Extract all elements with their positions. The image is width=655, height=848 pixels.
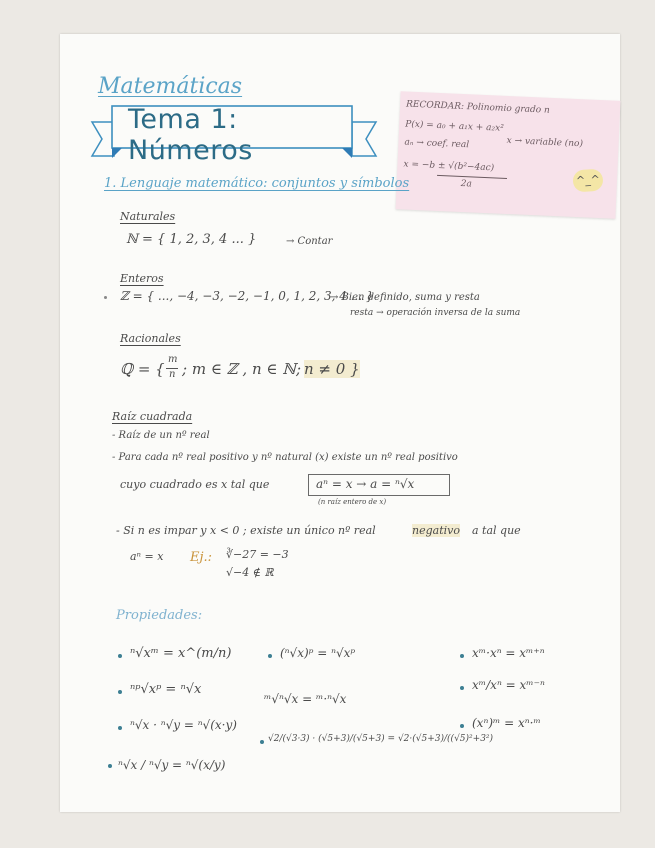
property-3: ⁿ√x · ⁿ√y = ⁿ√(x·y): [130, 718, 237, 732]
boxed-formula: aⁿ = x → a = ⁿ√x: [316, 477, 415, 491]
note-line2: aₙ → coef. real: [404, 137, 470, 151]
note-line2b: x → variable (no): [506, 135, 584, 150]
property-4: ⁿ√x / ⁿ√y = ⁿ√(x/y): [118, 758, 226, 772]
negativo-highlight: negativo: [412, 524, 460, 537]
sticky-note: [396, 91, 621, 218]
note-fraction-line: [437, 175, 507, 179]
subject-heading: Matemáticas: [98, 74, 243, 99]
racionales-frac-den: n: [169, 369, 176, 380]
raiz-line2: - Para cada nº real positivo y nº natural (x) existe un nº real positivo: [112, 452, 458, 463]
bullet: [260, 740, 264, 744]
boxed-formula-note: (n raíz entero de x): [318, 498, 387, 506]
section-title: 1. Lenguaje matemático: conjuntos y símbolos: [104, 176, 410, 191]
racionales-set-mid: ; m ∈ ℤ , n ∈ ℕ;: [182, 360, 302, 378]
property-10: (xⁿ)ᵐ = xⁿ·ᵐ: [472, 716, 541, 730]
example2: √−4 ∉ ℝ: [226, 566, 274, 579]
smiley-sticker: ^_^: [572, 169, 603, 193]
property-1: ⁿ√xᵐ = x^(m/n): [130, 646, 232, 661]
title-banner: [90, 100, 360, 166]
bullet: [460, 654, 464, 658]
enteros-label: Enteros: [120, 272, 164, 285]
example1: ∛−27 = −3: [226, 548, 289, 561]
raiz-line4b: a tal que: [472, 524, 521, 537]
naturales-label: Naturales: [120, 210, 176, 223]
ej-label: Ej.:: [190, 550, 213, 565]
note-title: RECORDAR: Polinomio grado n: [405, 99, 550, 116]
bullet: [104, 296, 107, 299]
racionales-set-start: ℚ = {: [120, 360, 165, 378]
bullet: [268, 654, 272, 658]
notebook-page: [60, 34, 620, 812]
note-formula-den: 2a: [460, 178, 472, 190]
banner-title: Tema 1: Números: [128, 104, 253, 166]
property-2: ⁿᵖ√xᵖ = ⁿ√x: [130, 682, 202, 697]
racionales-label: Racionales: [120, 332, 181, 345]
racionales-frac-num: m: [168, 354, 178, 365]
naturales-set: ℕ = { 1, 2, 3, 4 ... }: [126, 232, 257, 247]
enteros-set: ℤ = { ..., −4, −3, −2, −1, 0, 1, 2, 3, 4 ... }: [120, 289, 374, 303]
raiz-line4: - Si n es impar y x < 0 ; existe un único nº real: [116, 524, 376, 537]
enteros-note1: → Bien definido, suma y resta: [330, 292, 480, 303]
raiz-line3: cuyo cuadrado es x tal que: [120, 478, 270, 491]
racionales-set-end: n ≠ 0 }: [304, 360, 360, 378]
property-5: (ⁿ√x)ᵖ = ⁿ√xᵖ: [280, 646, 356, 660]
raiz-line1: - Raíz de un nº real: [112, 430, 210, 441]
enteros-note2: resta → operación inversa de la suma: [350, 308, 521, 318]
raiz-line5: aⁿ = x: [130, 550, 164, 563]
note-line1: P(x) = a₀ + a₁x + a₂x²: [405, 119, 504, 134]
bullet: [460, 724, 464, 728]
raiz-label: Raíz cuadrada: [112, 410, 193, 423]
note-formula: x = −b ± √(b²−4ac): [403, 159, 495, 174]
bullet: [108, 764, 112, 768]
bullet: [118, 690, 122, 694]
property-9: xᵐ/xⁿ = xᵐ⁻ⁿ: [472, 678, 545, 692]
property-7: √2/(√3·3) · (√5+3)/(√5+3) = √2·(√5+3)/((√5)²+3²): [268, 734, 494, 744]
property-8: xᵐ·xⁿ = xᵐ⁺ⁿ: [472, 646, 545, 660]
property-6: ᵐ√ⁿ√x = ᵐ·ⁿ√x: [264, 692, 347, 706]
bullet: [118, 654, 122, 658]
propiedades-label: Propiedades:: [116, 608, 203, 623]
bullet: [118, 726, 122, 730]
bullet: [460, 686, 464, 690]
naturales-note: → Contar: [286, 236, 333, 247]
